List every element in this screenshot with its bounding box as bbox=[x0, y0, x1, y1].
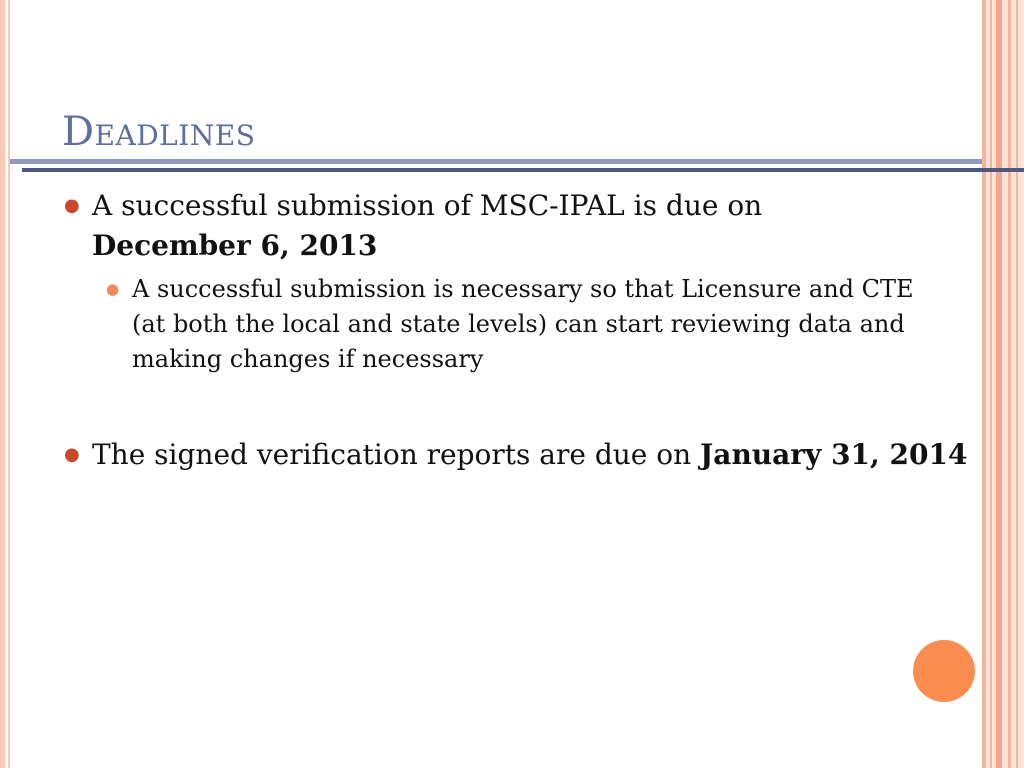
sub-bullet-item-1 bbox=[102, 272, 952, 377]
bullet-bold-date: January 31, 2014 bbox=[700, 438, 968, 471]
right-border-stripe bbox=[982, 0, 986, 768]
bullet-item-1 bbox=[62, 186, 974, 266]
bullet-text: A successful submission of MSC-IPAL is due on bbox=[92, 189, 763, 222]
bullet-item-2 bbox=[62, 435, 974, 475]
orange-circle-icon bbox=[913, 640, 975, 702]
title-divider-bottom bbox=[22, 168, 1024, 172]
right-border-stripe bbox=[996, 0, 1002, 768]
right-border-stripe bbox=[1008, 0, 1011, 768]
bullet-text: The signed verification reports are due on bbox=[92, 438, 701, 471]
sub-bullet-dot-icon: ● bbox=[106, 280, 120, 298]
slide-title: Deadlines bbox=[62, 109, 256, 155]
bullet-dot-icon: ● bbox=[64, 195, 80, 216]
bullet-bold-date: December 6, 2013 bbox=[92, 229, 378, 262]
slide-content bbox=[62, 186, 974, 475]
left-border-stripe-thin bbox=[8, 0, 10, 768]
right-border-stripe bbox=[1016, 0, 1018, 768]
bullet-dot-icon: ● bbox=[64, 444, 80, 465]
right-border-stripe bbox=[990, 0, 992, 768]
left-border-stripe bbox=[0, 0, 5, 768]
title-divider-top bbox=[10, 159, 982, 164]
sub-bullet-text: A successful submission is necessary so that Licensure and CTE (at both the local and state levels) can start reviewing data and making changes if necessary bbox=[132, 275, 914, 373]
